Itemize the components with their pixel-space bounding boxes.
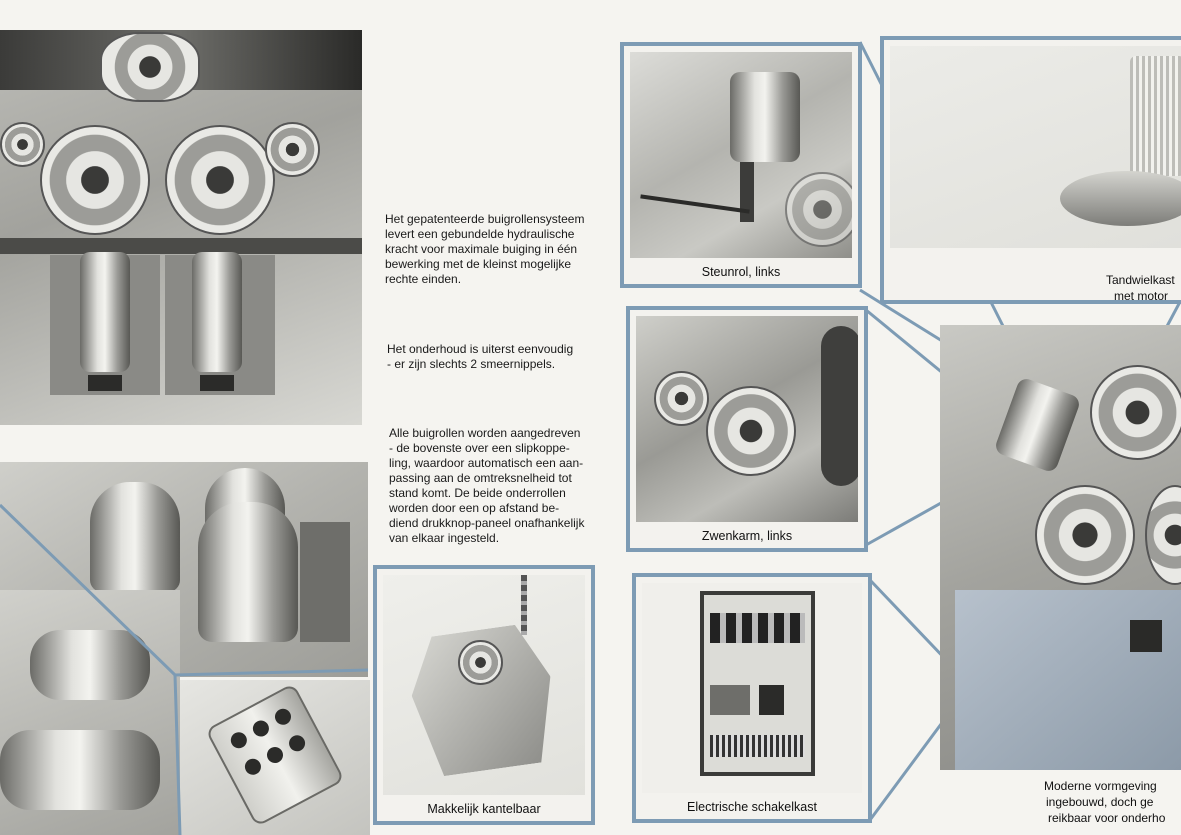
caption-tandwielkast-line1: Tandwielkast: [1106, 273, 1175, 287]
caption-zwenkarm: Zwenkarm, links: [701, 529, 793, 543]
caption-schakelkast: Electrische schakelkast: [687, 800, 817, 814]
frame-tandwielkast: [880, 36, 1181, 304]
maintenance-paragraph: Het onderhoud is uiterst eenvoudig - er zijn slechts 2 smeernippels.: [387, 342, 574, 371]
caption-kantelbaar: Makkelijk kantelbaar: [427, 802, 541, 816]
bottom-right-line2: ingebouwd, doch ge: [1046, 795, 1154, 809]
frame-schakelkast: [632, 573, 872, 823]
caption-tandwielkast-line2: met motor: [1114, 289, 1169, 303]
frame-zwenkarm: [626, 306, 868, 552]
bottom-right-line3: reikbaar voor onderho: [1048, 811, 1166, 825]
intro-paragraph: Het gepatenteerde buigrollensysteem levert een gebundelde hydraulische kracht voor maximale buiging in één bewerking met de kleinst mogelijke rechte einden.: [385, 212, 585, 286]
frame-kantelbaar: [373, 565, 595, 825]
caption-steunrol: Steunrol, links: [701, 265, 781, 279]
bottom-right-line1: Moderne vormgeving: [1044, 779, 1157, 793]
frame-steunrol: [620, 42, 862, 288]
drive-paragraph: Alle buigrollen worden aangedreven - de bovenste over een slipkoppe- ling, waardoor automatisch een aan- passing aan de omtreksnelheid tot stand komt. De beide onderrollen worden door een op afstand be- diend drukknop-paneel onafhankelijk van elkaar ingesteld.: [389, 426, 585, 545]
photo-main-machine: [940, 325, 1181, 770]
